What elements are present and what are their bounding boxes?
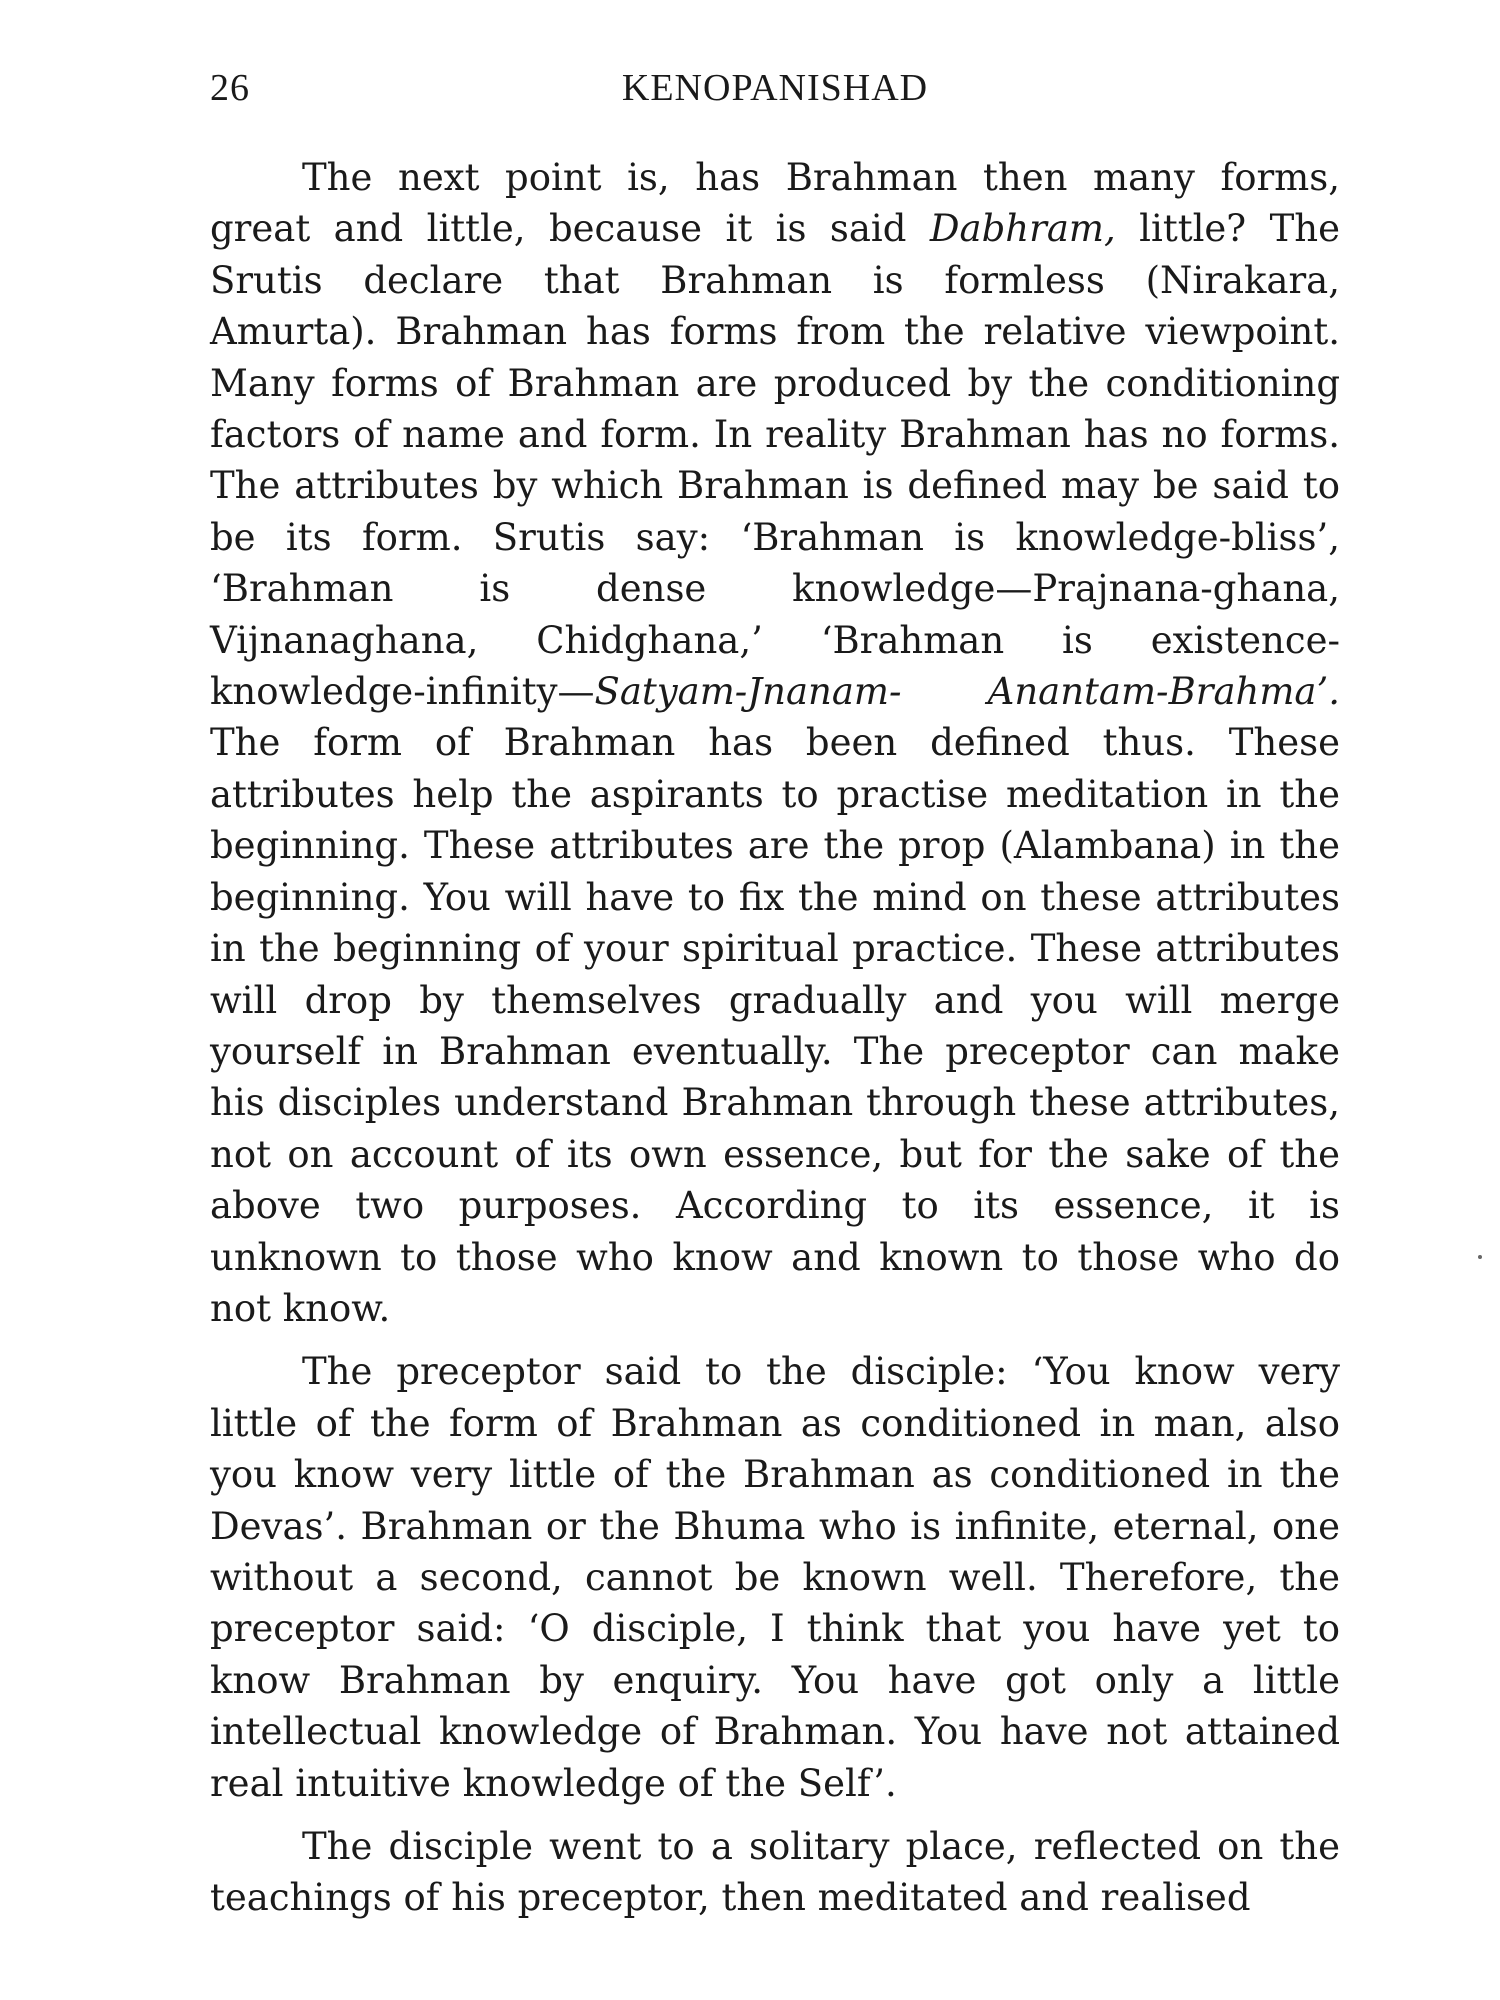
paragraph-1-text-c: little? The Srutis declare that Brahman is formless (Nirakara, Amurta). Brahman has forms from the relative viewpoint. Many forms of Brahman are produced by the conditioning factors of name and form. In reality Brahman has no forms. The attributes by which Brahman is defined may be said to be its form. Srutis say: ‘Brahman is knowledge-bliss’, ‘Brahman is dense knowledge—Prajnana-ghana, Vijnanaghana, Chidghana,’ ‘Brahman is existence-knowledge-infinity— — [210, 207, 1340, 714]
paragraph-1-text-e: The form of Brahman has been defined thus. These attributes help the aspirants to practise meditation in the beginning. These attributes are the prop (Alambana) in the beginning. You will have to fix the mind on these attributes in the beginning of your spiritual practice. These attributes will drop by themselves gradually and you will merge yourself in Brahman eventually. The preceptor can make his disciples understand Brahman through these attributes, not on account of its own essence, but for the sake of the above two purposes. According to its essence, it is unknown to those who know and known to those who do not know. — [210, 721, 1340, 1330]
paragraph-1-italic-satyam: Satyam-Jnanam- Anantam-Brahma’. — [594, 670, 1340, 714]
body-text — [210, 152, 1340, 1936]
paragraph-1 — [210, 152, 1340, 1334]
paragraph-3: The disciple went to a solitary place, reflected on the teachings of his preceptor, then meditated and realised — [210, 1825, 1340, 1920]
paragraph-2: The preceptor said to the disciple: ‘You know very little of the form of Brahman as conditioned in man, also you know very little of the Brahman as conditioned in the Devas’. Brahman or the Bhuma who is infinite, eternal, one without a second, cannot be known well. Therefore, the preceptor said: ‘O disciple, I think that you have yet to know Brahman by enquiry. You have got only a little intellectual knowledge of Brahman. You have not attained real intuitive knowledge of the Self’. — [210, 1350, 1340, 1805]
paragraph-1-italic-dabhram: Dabhram, — [929, 207, 1116, 251]
stray-ink-mark — [1478, 1255, 1482, 1259]
paragraph-1-text-a: The next point is, has Brahman then many forms, great and little, because it is said — [210, 156, 1340, 251]
running-head: KENOPANISHAD — [621, 67, 929, 109]
page-number: 26 — [210, 67, 250, 109]
page-header — [210, 66, 1340, 116]
